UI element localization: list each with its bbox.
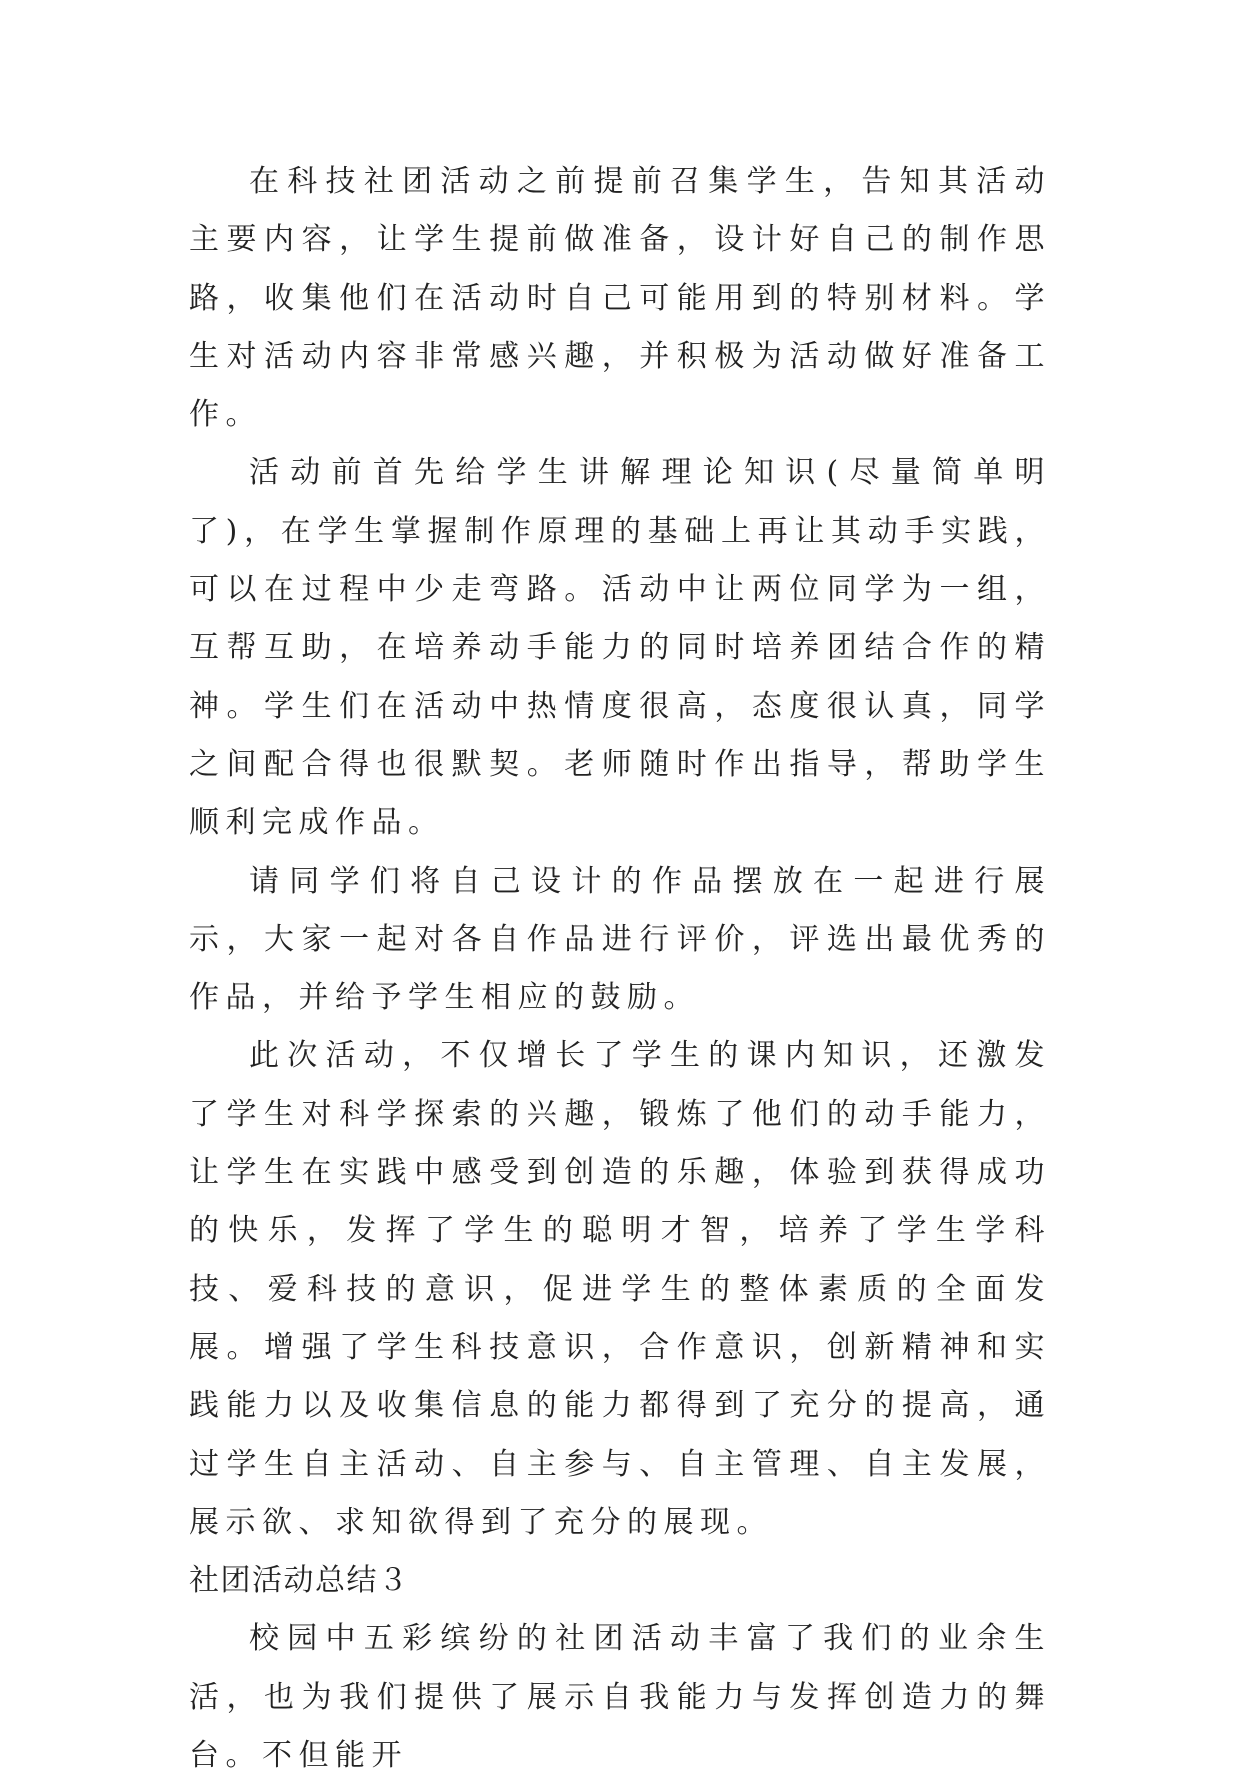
paragraph: 此次活动，不仅增长了学生的课内知识，还激发了学生对科学探索的兴趣，锻炼了他们的动手能力，让学生在实践中感受到创造的乐趣，体验到获得成功的快乐，发挥了学生的聪明才智，培养了学生学科技、爱科技的意识，促进学生的整体素质的全面发展。增强了学生科技意识，合作意识，创新精神和实践能力以及收集信息的能力都得到了充分的提高，通过学生自主活动、自主参与、自主管理、自主发展，展示欲、求知欲得到了充分的展现。 [189, 1038, 1051, 1540]
paragraph: 在科技社团活动之前提前召集学生，告知其活动主要内容，让学生提前做准备，设计好自己的制作思路，收集他们在活动时自己可能用到的特别材料。学生对活动内容非常感兴趣，并积极为活动做好准备工作。 [189, 164, 1051, 433]
paragraph: 校园中五彩缤纷的社团活动丰富了我们的业余生活，也为我们提供了展示自我能力与发挥创造力的舞台。不但能开 [189, 1621, 1051, 1774]
paragraph: 请同学们将自己设计的作品摆放在一起进行展示，大家一起对各自作品进行评价，评选出最优秀的作品，并给予学生相应的鼓励。 [189, 863, 1051, 1016]
document-body [189, 153, 1051, 1785]
paragraph: 活动前首先给学生讲解理论知识(尽量简单明了)，在学生掌握制作原理的基础上再让其动手实践，可以在过程中少走弯路。活动中让两位同学为一组，互帮互助，在培养动手能力的同时培养团结合作的精神。学生们在活动中热情度很高，态度很认真，同学之间配合得也很默契。老师随时作出指导，帮助学生顺利完成作品。 [189, 455, 1051, 841]
section-heading: 社团活动总结３ [189, 1563, 410, 1599]
